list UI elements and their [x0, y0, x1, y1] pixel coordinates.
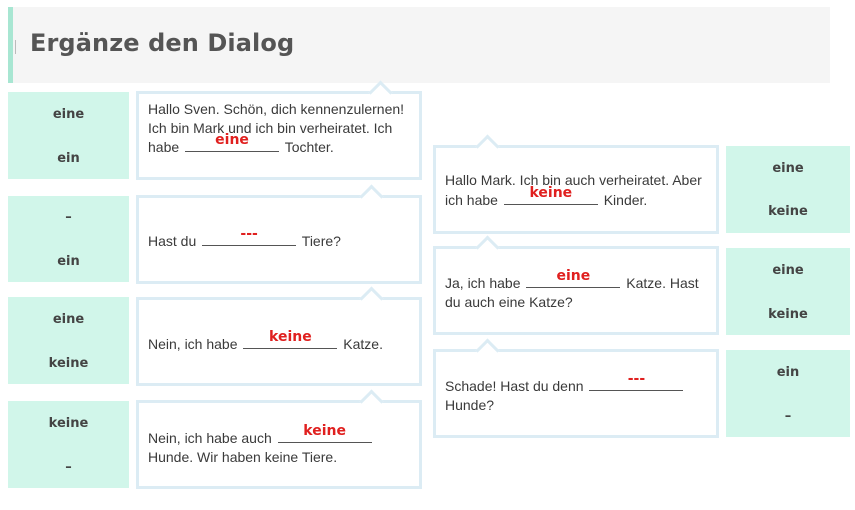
dialog-bubble-1 [136, 91, 422, 180]
page-title: Ergänze den Dialog [30, 29, 295, 57]
bubble-pointer [475, 134, 499, 158]
dialog-text-before: Hast du [148, 233, 197, 249]
option-bottom: – [784, 409, 792, 424]
answer-text: keine [303, 423, 346, 439]
answer-options-card-2[interactable] [8, 196, 129, 282]
dialog-text-before: Hallo Mark. Ich bin auch verheiratet. Aber ich habe [445, 172, 702, 208]
answer-blank[interactable] [526, 268, 620, 288]
answer-text: eine [556, 268, 591, 284]
exercise-header [8, 7, 830, 83]
dialog-text [148, 423, 406, 466]
dialog-text [148, 226, 406, 251]
answer-blank[interactable] [243, 329, 337, 349]
dialog-text-after: Tiere? [301, 233, 341, 249]
answer-options-card-4[interactable] [8, 401, 129, 488]
dialog-text-after: Hunde. Wir haben keine Tiere. [148, 448, 338, 465]
option-bottom: – [65, 460, 72, 475]
answer-text: --- [627, 371, 646, 387]
dialog-text-after: Hunde? [445, 396, 495, 413]
bubble-pointer [475, 338, 499, 362]
dialog-text [445, 268, 703, 311]
dialog-bubble-4 [136, 400, 422, 489]
option-bottom: ein [57, 151, 80, 166]
dialog-text-after: Tochter. [284, 139, 334, 155]
dialog-text-after: Katze. Hast du auch eine Katze? [445, 275, 699, 310]
answer-blank[interactable] [589, 371, 683, 391]
option-top: eine [772, 161, 804, 176]
dialog-bubble-2 [136, 195, 422, 284]
option-bottom: keine [768, 307, 808, 322]
answer-options-card-6[interactable] [726, 248, 850, 335]
dialog-text-before: Nein, ich habe [148, 336, 238, 352]
dialog-text-before: Hallo Sven. Schön, dich kennenzulernen! Ich bin Mark und ich bin verheiratet. Ich habe [148, 101, 405, 155]
answer-options-card-7[interactable] [726, 350, 850, 437]
dialog-text [445, 371, 703, 414]
dialog-bubble-5 [433, 145, 719, 234]
option-bottom: keine [48, 356, 89, 371]
dialog-text-before: Ja, ich habe [445, 275, 521, 291]
bubble-pointer [359, 389, 383, 413]
dialog-text [148, 329, 406, 354]
answer-options-card-5[interactable] [726, 146, 850, 233]
bubble-pointer [359, 184, 383, 208]
bubble-pointer [475, 235, 499, 259]
dialog-text-before: Nein, ich habe auch [148, 430, 272, 446]
answer-blank[interactable] [185, 132, 279, 152]
answer-blank[interactable] [202, 226, 296, 246]
answer-options-card-1[interactable] [8, 92, 129, 179]
dialog-bubble-7 [433, 349, 719, 438]
answer-blank[interactable] [278, 423, 372, 443]
option-top: ein [776, 365, 800, 380]
dialog-text-before: Schade! Hast du denn [445, 378, 584, 394]
option-top: eine [52, 312, 85, 327]
option-bottom: ein [57, 254, 80, 269]
answer-options-card-3[interactable] [8, 297, 129, 384]
option-top: keine [48, 416, 89, 431]
header-marker [15, 40, 16, 54]
answer-text: eine [215, 132, 249, 148]
answer-blank[interactable] [504, 184, 598, 205]
dialog-text [445, 171, 703, 209]
option-top: eine [772, 263, 804, 278]
option-bottom: keine [768, 204, 808, 219]
dialog-text-after: Katze. [343, 336, 383, 352]
dialog-bubble-3 [136, 297, 422, 386]
answer-text: keine [269, 329, 312, 345]
dialog-bubble-6 [433, 246, 719, 335]
option-top: – [65, 210, 72, 225]
dialog-text [148, 100, 406, 157]
option-top: eine [52, 107, 85, 122]
dialog-text-after: Kinder. [603, 191, 648, 208]
bubble-pointer [359, 286, 383, 310]
answer-text: --- [240, 226, 258, 242]
answer-text: keine [529, 184, 573, 201]
